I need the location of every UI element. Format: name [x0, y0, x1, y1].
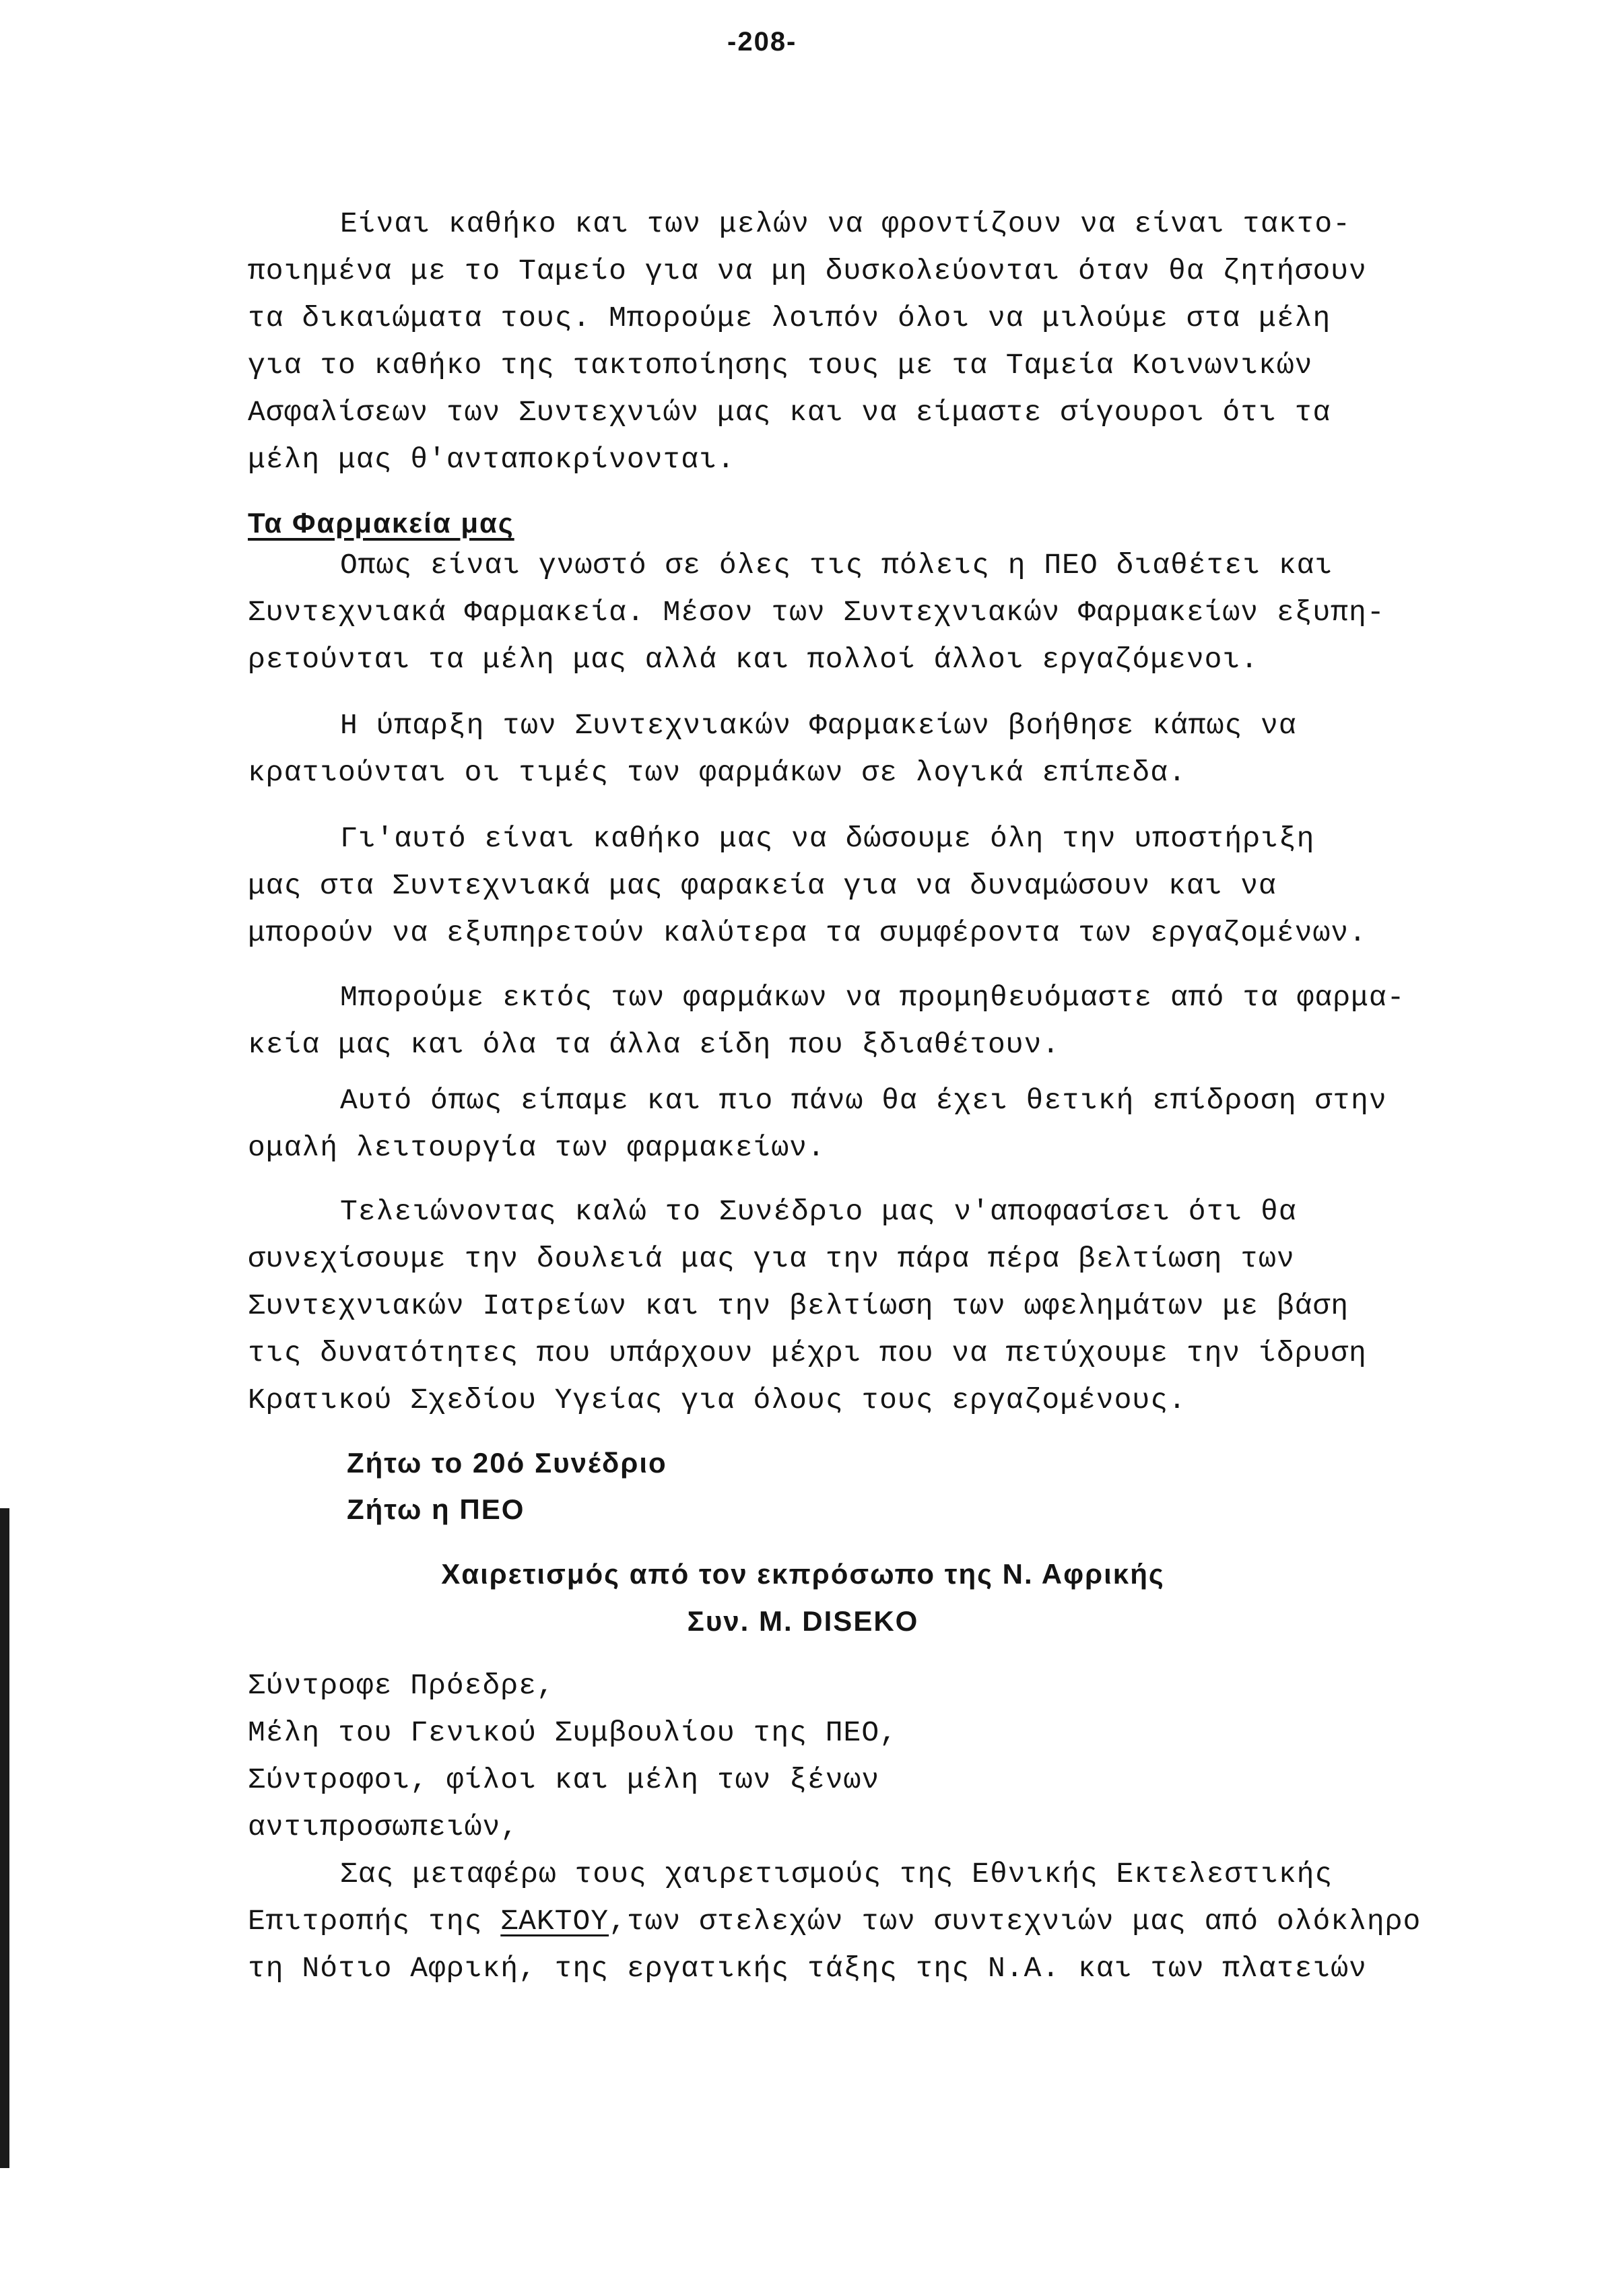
- paragraph-line: ομαλή λειτουργία των φαρμακείων.: [248, 1131, 826, 1164]
- section-heading: Τα Φαρμακεία μας: [248, 507, 514, 539]
- paragraph-line: κεία μας και όλα τα άλλα είδη που ξδιαθέτουν.: [248, 1028, 1061, 1061]
- paragraph-line: Γι'αυτό είναι καθήκο μας να δώσουμε όλη την υποστήριξη: [340, 822, 1315, 855]
- paragraph-line: Τελειώνοντας καλώ το Συνέδριο μας ν'αποφασίσει ότι θα: [340, 1195, 1297, 1228]
- paragraph-line: ποιημένα με το Ταμείο για να μη δυσκολεύονται όταν θα ζητήσουν: [248, 255, 1367, 288]
- paragraph-line: τη Νότιο Αφρική, της εργατικής τάξης της Ν.Α. και των πλατειών: [248, 1952, 1367, 1985]
- paragraph-line: Συντεχνιακά Φαρμακεία. Μέσον των Συντεχνιακών Φαρμακείων εξυπη-: [248, 596, 1385, 629]
- paragraph-line: Σας μεταφέρω τους χαιρετισμούς της Εθνικής Εκτελεστικής: [340, 1858, 1333, 1891]
- paragraph-line: Η ύπαρξη των Συντεχνιακών Φαρμακείων βοήθησε κάπως να: [340, 709, 1297, 742]
- paragraph-line: Αυτό όπως είπαμε και πιο πάνω θα έχει θετική επίδροση στην: [340, 1084, 1387, 1117]
- slogan: Ζήτω το 20ό Συνέδριο: [347, 1447, 667, 1479]
- paragraph-line: Κρατικού Σχεδίου Υγείας για όλους τους εργαζομένους.: [248, 1384, 1186, 1417]
- paragraph-line: μπορούν να εξυπηρετούν καλύτερα τα συμφέροντα των εργαζομένων.: [248, 916, 1367, 949]
- underlined-organization: ΣΑΚΤΟΥ: [500, 1905, 609, 1938]
- greeting-speaker: Συν. Μ. DISEKO: [687, 1605, 919, 1637]
- paragraph-line: Ασφαλίσεων των Συντεχνιών μας και να είμαστε σίγουροι ότι τα: [248, 396, 1331, 429]
- paragraph-line: [248, 1901, 1421, 1942]
- salutation-line: Σύντροφε Πρόεδρε,: [248, 1669, 555, 1702]
- paragraph-segment: ,των στελεχών των συντεχνιών μας από ολόκληρο: [609, 1905, 1421, 1938]
- paragraph-segment: Επιτροπής της: [248, 1905, 501, 1938]
- paragraph-line: Μπορούμε εκτός των φαρμάκων να προμηθευόμαστε από τα φαρμα-: [340, 981, 1405, 1014]
- salutation-line: Σύντροφοι, φίλοι και μέλη των ξένων: [248, 1763, 880, 1796]
- salutation-line: Μέλη του Γενικού Συμβουλίου της ΠΕΟ,: [248, 1716, 898, 1749]
- paragraph-line: Είναι καθήκο και των μελών να φροντίζουν να είναι τακτο-: [340, 207, 1351, 240]
- paragraph-line: Συντεχνιακών Ιατρείων και την βελτίωση των ωφελημάτων με βάση: [248, 1289, 1349, 1322]
- paragraph-line: μέλη μας θ'ανταποκρίνονται.: [248, 443, 735, 476]
- paragraph-line: συνεχίσουμε την δουλειά μας για την πάρα πέρα βελτίωση των: [248, 1242, 1295, 1275]
- paragraph-line: μας στα Συντεχνιακά μας φαρακεία για να δυναμώσουν και να: [248, 869, 1277, 902]
- page-number: -208-: [727, 27, 797, 57]
- salutation-line: αντιπροσωπειών,: [248, 1811, 519, 1844]
- paragraph-line: Οπως είναι γνωστό σε όλες τις πόλεις η ΠΕΟ διαθέτει και: [340, 549, 1333, 582]
- paragraph-line: ρετούνται τα μέλη μας αλλά και πολλοί άλλοι εργαζόμενοι.: [248, 643, 1259, 676]
- paragraph-line: τις δυνατότητες που υπάρχουν μέχρι που να πετύχουμε την ίδρυση: [248, 1337, 1367, 1370]
- paragraph-line: για το καθήκο της τακτοποίησης τους με τα Ταμεία Κοινωνικών: [248, 349, 1313, 382]
- slogan: Ζήτω η ΠΕΟ: [347, 1493, 525, 1525]
- paragraph-line: κρατιούνται οι τιμές των φαρμάκων σε λογικά επίπεδα.: [248, 756, 1186, 789]
- paragraph-line: τα δικαιώματα τους. Μπορούμε λοιπόν όλοι να μιλούμε στα μέλη: [248, 302, 1331, 335]
- greeting-title: Χαιρετισμός από τον εκπρόσωπο της Ν. Αφρικής: [441, 1558, 1165, 1590]
